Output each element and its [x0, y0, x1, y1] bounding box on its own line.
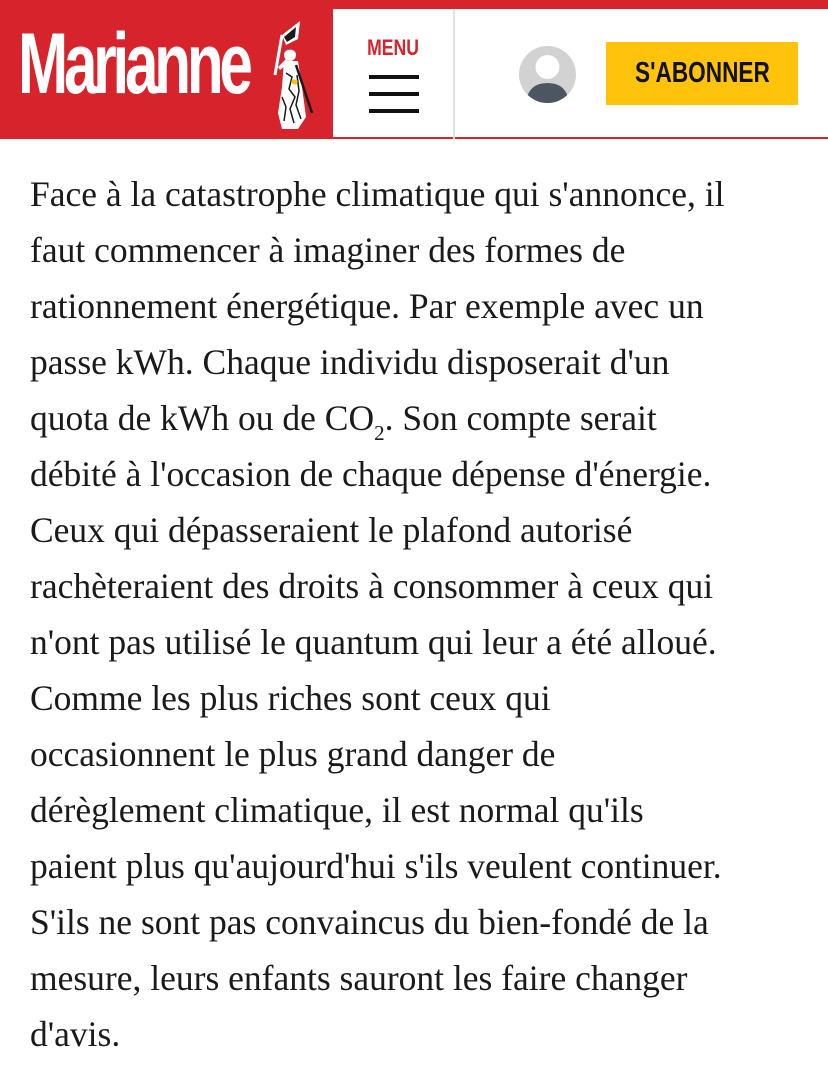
article-line: rationnement énergétique. Par exemple avec un — [30, 286, 704, 326]
article-line: faut commencer à imaginer des formes de — [30, 230, 626, 270]
article-line: rachèteraient des droits à consommer à ceux qui — [30, 566, 714, 606]
article-line: paient plus qu'aujourd'hui s'ils veulent continuer. — [30, 846, 722, 886]
site-header — [0, 9, 828, 139]
article-line: n'ont pas utilisé le quantum qui leur a été alloué. — [30, 622, 717, 662]
article-line-text: quota de kWh ou de CO — [30, 398, 375, 438]
menu-button[interactable] — [333, 9, 455, 139]
user-account-icon[interactable] — [519, 46, 576, 103]
article-line: d'avis. — [30, 1014, 121, 1054]
article-line: passe kWh. Chaque individu disposerait d'un — [30, 342, 670, 382]
subscribe-button-label: S'ABONNER — [634, 57, 770, 89]
article-line: débité à l'occasion de chaque dépense d'énergie. — [30, 454, 712, 494]
hamburger-icon[interactable] — [369, 75, 419, 115]
article-line: S'ils ne sont pas convaincus du bien-fondé de la — [30, 902, 709, 942]
marianne-logo[interactable] — [0, 9, 333, 139]
top-accent-bar — [0, 0, 828, 9]
marianne-figure-icon — [262, 17, 320, 133]
article-line: Ceux qui dépasseraient le plafond autorisé — [30, 510, 633, 550]
user-silhouette-icon — [519, 46, 576, 103]
article-line: dérèglement climatique, il est normal qu'ils — [30, 790, 644, 830]
article-body — [30, 166, 805, 1062]
article-line: occasionnent le plus grand danger de — [30, 734, 556, 774]
article-line: Comme les plus riches sont ceux qui — [30, 678, 551, 718]
menu-label: MENU — [367, 35, 419, 60]
co2-subscript: 2 — [374, 421, 385, 445]
article-line — [30, 390, 805, 446]
subscribe-button[interactable] — [606, 42, 798, 105]
logo-wordmark: Marianne — [18, 16, 249, 112]
article-line: mesure, leurs enfants sauront les faire changer — [30, 958, 688, 998]
article-line: Face à la catastrophe climatique qui s'annonce, il — [30, 174, 725, 214]
article-line-text: . Son compte serait — [384, 398, 657, 438]
